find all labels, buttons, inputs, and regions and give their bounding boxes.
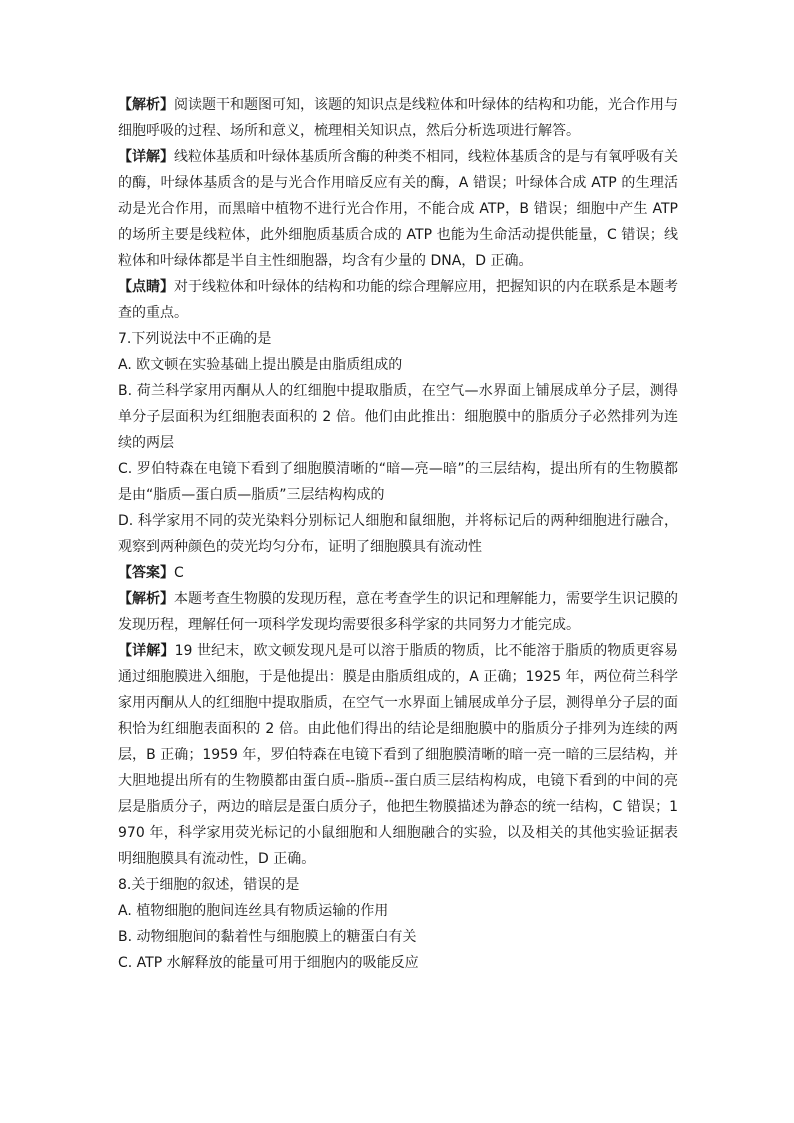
analysis-paragraph-1 bbox=[118, 92, 678, 144]
question-8-option-b: B. 动物细胞间的黏着性与细胞膜上的糖蛋白有关 bbox=[118, 929, 417, 945]
explanation-paragraph-1 bbox=[118, 144, 678, 274]
question-7-option-a: A. 欧文顿在实验基础上提出膜是由脂质组成的 bbox=[118, 357, 403, 373]
explanation-paragraph-2 bbox=[118, 638, 678, 872]
answer-paragraph bbox=[118, 560, 678, 586]
question-8-option-a: A. 植物细胞的胞间连丝具有物质运输的作用 bbox=[118, 903, 389, 919]
analysis-text: 阅读题干和题图可知，该题的知识点是线粒体和叶绿体的结构和功能，光合作用与细胞呼吸的过程、场所和意义，梳理相关知识点，然后分析选项进行解答。 bbox=[118, 97, 678, 139]
explanation-tag: 【详解】 bbox=[118, 149, 174, 165]
tip-tag: 【点睛】 bbox=[118, 279, 174, 295]
analysis-tag: 【解析】 bbox=[118, 591, 174, 607]
question-8-option-c: C. ATP 水解释放的能量可用于细胞内的吸能反应 bbox=[118, 955, 419, 971]
question-7-option-d: D. 科学家用不同的荧光染料分别标记人细胞和鼠细胞，并将标记后的两种细胞进行融合，观察到两种颜色的荧光均匀分布，证明了细胞膜具有流动性 bbox=[118, 513, 678, 555]
tip-paragraph bbox=[118, 274, 678, 326]
analysis-tag: 【解析】 bbox=[118, 97, 174, 113]
tip-text: 对于线粒体和叶绿体的结构和功能的综合理解应用，把握知识的内在联系是本题考查的重点。 bbox=[118, 279, 678, 321]
answer-tag: 【答案】 bbox=[118, 565, 174, 581]
answer-text: C bbox=[174, 565, 184, 581]
explanation-text: 19 世纪末，欧文顿发现凡是可以溶于脂质的物质，比不能溶于脂质的物质更容易通过细胞膜进入细胞，于是他提出：膜是由脂质组成的，A 正确；1925 年，两位荷兰科学家用丙酮从人的红细胞中提取脂质，在空气一水界面上铺展成单分子层，测得单分子层的面积恰为红细胞表面积的 2 倍。由此他们得出的结论是细胞膜中的脂质分子排列为连续的两层，B 正确；1959 年，罗伯特森在电镜下看到了细胞膜清晰的暗一亮一暗的三层结构，并大胆地提出所有的生物膜都由蛋白质--脂质--蛋白质三层结构构成，电镜下看到的中间的亮层是脂质分子，两边的暗层是蛋白质分子，他把生物膜描述为静态的统一结构，C 错误；1970 年，科学家用荧光标记的小鼠细胞和人细胞融合的实验，以及相关的其他实验证据表明细胞膜具有流动性，D 正确。 bbox=[118, 643, 679, 867]
question-8-stem: 8.关于细胞的叙述，错误的是 bbox=[118, 877, 300, 893]
document-page bbox=[118, 92, 678, 976]
question-7-option-c: C. 罗伯特森在电镜下看到了细胞膜清晰的“暗—亮—暗”的三层结构，提出所有的生物膜都是由“脂质—蛋白质—脂质”三层结构构成的 bbox=[118, 461, 678, 503]
analysis-paragraph-2 bbox=[118, 586, 678, 638]
question-7-stem: 7.下列说法中不正确的是 bbox=[118, 331, 272, 347]
explanation-text: 线粒体基质和叶绿体基质所含酶的种类不相同，线粒体基质含的是与有氧呼吸有关的酶，叶绿体基质含的是与光合作用暗反应有关的酶，A 错误；叶绿体合成 ATP 的生理活动是光合作用，而黑暗中植物不进行光合作用，不能合成 ATP，B 错误；细胞中产生 ATP 的场所主要是线粒体，此外细胞质基质合成的 ATP 也能为生命活动提供能量，C 错误；线粒体和叶绿体都是半自主性细胞器，均含有少量的 DNA，D 正确。 bbox=[118, 149, 678, 269]
explanation-tag: 【详解】 bbox=[118, 643, 175, 659]
question-7-option-b: B. 荷兰科学家用丙酮从人的红细胞中提取脂质，在空气—水界面上铺展成单分子层，测得单分子层面积为红细胞表面积的 2 倍。他们由此推出：细胞膜中的脂质分子必然排列为连续的两层 bbox=[118, 383, 678, 451]
analysis-text: 本题考查生物膜的发现历程，意在考查学生的识记和理解能力，需要学生识记膜的发现历程，理解任何一项科学发现均需要很多科学家的共同努力才能完成。 bbox=[118, 591, 678, 633]
